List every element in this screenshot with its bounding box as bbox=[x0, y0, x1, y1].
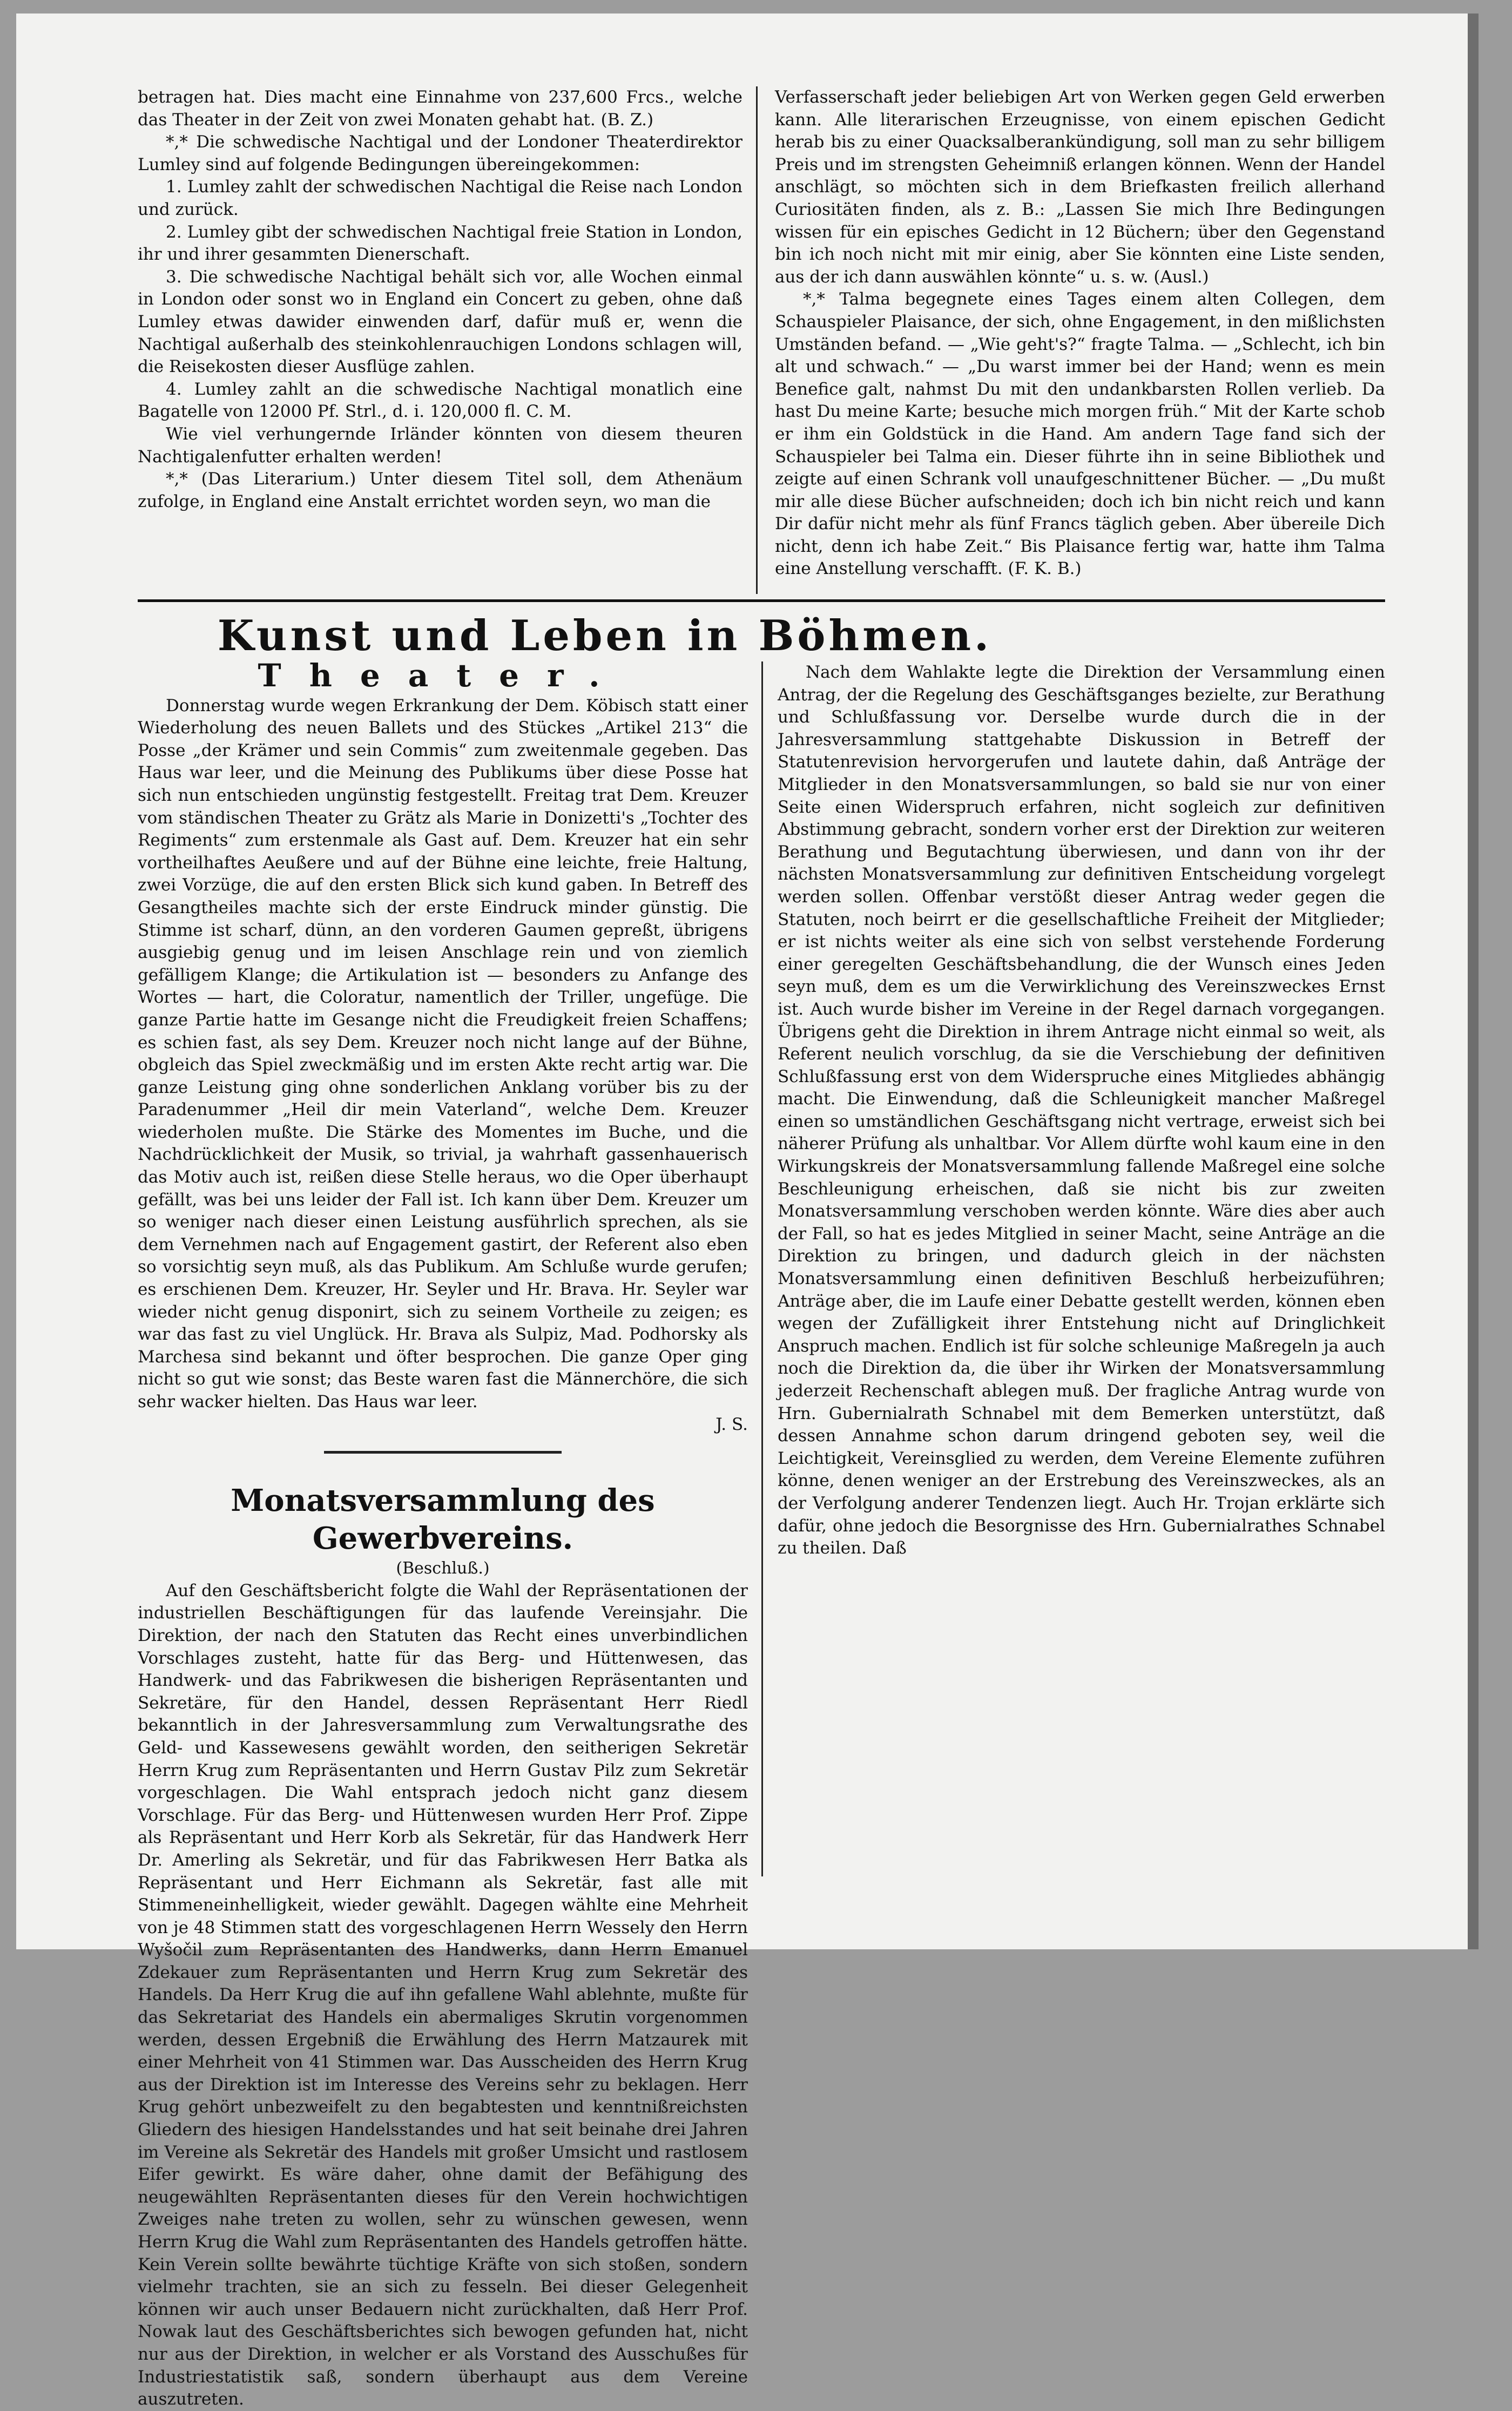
top-left-paragraph-3: 1. Lumley zahlt der schwedischen Nachtigal die Reise nach London und zurück. bbox=[138, 177, 742, 219]
top-left-paragraph-1: betragen hat. Dies macht eine Einnahme von 237,600 Frcs., welche das Theater in der Zeit von zwei Monaten gehabt hat. (B. Z.) bbox=[138, 87, 742, 130]
top-right-paragraph-2: *,* Talma begegnete eines Tages einem alten Collegen, dem Schauspieler Plaisance, der sich, ohne Engagement, in den mißlichsten Umständen befand. — „Wie geht's?“ fragte Talma. — „Schlecht, ich bin alt und schwach.“ — „Du warst immer bei der Hand; wenn es mein Benefice galt, nahmst Du mit den undankbarsten Rollen verlieb. Da hast Du meine Karte; besuche mich morgen früh.“ Mit der Karte schob er ihm ein Goldstück in die Hand. Am andern Tage fand sich der Schauspieler bei Talma ein. Dieser führte ihn in seine Bibliothek und zeigte auf einen Schrank voll unaufgeschnittener Bücher. — „Du mußt mir alle diese Bücher aufschneiden; doch ich bin nicht reich und kann Dir dafür nicht mehr als fünf Francs täglich geben. Aber übereile Dich nicht, denn ich habe Zeit.“ Bis Plaisance fertig war, hatte ihm Talma eine Anstellung verschafft. (F. K. B.) bbox=[775, 289, 1385, 579]
bottom-column-divider bbox=[761, 661, 763, 1876]
theater-paragraph: Donnerstag wurde wegen Erkrankung der Dem. Köbisch statt einer Wiederholung des neuen Ballets und des Stückes „Artikel 213“ die Posse „der Krämer und sein Commis“ zum zweitenmale gegeben. Das Haus war leer, und die Meinung des Publikums über diese Posse hat sich nun entschieden ungünstig festgestellt. Freitag trat Dem. Kreuzer vom ständischen Theater zu Grätz als Marie in Donizetti's „Tochter des Regiments“ zum erstenmale als Gast auf. Dem. Kreuzer hat ein sehr vortheilhaftes Aeußere und auf der Bühne eine leichte, freie Haltung, zwei Vorzüge, die auf den ersten Blick sich kund gaben. In Betreff des Gesangtheiles machte sich der erste Eindruck minder günstig. Die Stimme ist scharf, dünn, an den vorderen Gaumen gepreßt, übrigens ausgiebig genug und im leisen Anschlage rein und von ziemlich gefälligem Klange; die Artikulation ist — besonders zu Anfange des Wortes — hart, die Coloratur, namentlich der Triller, ungefüge. Die ganze Partie hatte im Gesange nicht die Freudigkeit freien Schaffens; es schien fast, als sey Dem. Kreuzer noch nicht lange auf der Bühne, obgleich das Spiel zweckmäßig und im ersten Akte recht artig war. Die ganze Leistung ging ohne sonderlichen Anklang vorüber bis zu der Paradenummer „Heil dir mein Vaterland“, welche Dem. Kreuzer wiederholen mußte. Die Stärke des Momentes im Buche, und die Nachdrücklichkeit der Musik, so trivial, ja wahrhaft gassenhauerisch das Motiv auch ist, reißen diese Stelle heraus, wo die Oper überhaupt gefällt, was bei uns leider der Fall ist. Ich kann über Dem. Kreuzer um so weniger nach dieser einen Leistung ausführlich sprechen, als sie dem Vernehmen nach auf Engagement gastirt, der Referent also eben so vorsichtig seyn muß, als das Publikum. Am Schluße wurde gerufen; es erschienen Dem. Kreuzer, Hr. Seyler und Hr. Brava. Hr. Seyler war wieder nicht genug disponirt, sich zu seinem Vortheile zu zeigen; es war das fast zu viel Unglück. Hr. Brava als Sulpiz, Mad. Podhorsky als Marchesa sind bekannt und öfter besprochen. Die ganze Oper ging nicht so gut wie sonst; das Beste waren fast die Männerchöre, die sich sehr wacker hielten. Das Haus war leer. bbox=[138, 695, 748, 1412]
gewerbe-paragraph-2: Nach dem Wahlakte legte die Direktion der Versammlung einen Antrag, der die Regelung des Geschäftsganges bezielte, zur Berathung und Schlußfassung vor. Derselbe wurde durch die in der Jahresversammlung stattgehabte Diskussion in Betreff der Statutenrevision hervorgerufen und lautete dahin, daß Anträge der Mitglieder in den Monatsversammlungen, so bald sie nur von einer Seite einen Widerspruch erfahren, nicht sogleich zur definitiven Abstimmung gebracht, sondern vorher erst der Direktion zur weiteren Berathung und Begutachtung überwiesen, und dann von ihr der nächsten Monatsversammlung zur definitiven Entscheidung vorgelegt werden sollen. Offenbar verstößt dieser Antrag weder gegen die Statuten, noch beirrt er die gesellschaftliche Freiheit der Mitglieder; er ist nichts weiter als eine sich von selbst verstehende Forderung einer geregelten Geschäftsbehandlung, die der Wunsch eines Jeden seyn muß, dem es um die Verwirklichung des Vereinszweckes Ernst ist. Auch wurde bisher im Vereine in der Regel darnach vorgegangen. Übrigens geht die Direktion in ihrem Antrage nicht einmal so weit, als Referent neulich vorschlug, da sie die Verschiebung der definitiven Schlußfassung erst von dem Widerspruche eines Mitgliedes abhängig macht. Die Einwendung, daß die Schleunigkeit mancher Maßregel einen so umständlichen Geschäftsgang nicht vertrage, erweist sich bei näherer Prüfung als unhaltbar. Vor Allem dürfte wohl kaum eine in den Wirkungskreis der Monatsversammlung fallende Maßregel eine solche Beschleunigung erheischen, daß sie nicht bis zur zweiten Monatsversammlung verschoben werden könnte. Wäre dies aber auch der Fall, so hat es jedes Mitglied in seiner Macht, seine Anträge an die Direktion zu bringen, und dadurch gleich in der nächsten Monatsversammlung einen definitiven Beschluß herbeizuführen; Anträge aber, die im Laufe einer Debatte gestellt werden, können eben wegen der Zufälligkeit ihrer Entstehung nicht auf Dringlichkeit Anspruch machen. Endlich ist für solche schleunige Maßregeln ja auch noch die Direktion da, die über ihr Wirken der Monatsversammlung jederzeit Rechenschaft ablegen muß. Der fragliche Antrag wurde von Hrn. Gubernialrath Schnabel mit dem Bemerken unterstützt, daß dessen Annahme schon darum dringend geboten sey, weil die Leichtigkeit, Vereinsglied zu werden, dem Vereine Elemente zuführen könne, denen weniger an der Erstrebung des Vereinszweckes, als an der Verfolgung anderer Tendenzen liegt. Auch Hr. Trojan erklärte sich dafür, ohne jedoch die Besorgnisse des Hrn. Gubernialrathes Schnabel zu theilen. Daß bbox=[778, 663, 1385, 1558]
top-left-paragraph-2: *,* Die schwedische Nachtigal und der Londoner Theaterdirektor Lumley sind auf folgende Bedingungen übereingekommen: bbox=[138, 132, 742, 174]
top-left-column bbox=[138, 86, 742, 513]
section-rule bbox=[138, 599, 1385, 602]
top-column-divider bbox=[756, 86, 758, 594]
gewerbe-title: Monatsversammlung des Gewerbvereins. bbox=[231, 1483, 655, 1557]
theater-heading: Theater. bbox=[258, 657, 628, 694]
bottom-right-column bbox=[778, 661, 1385, 1560]
section-headline: Kunst und Leben in Böhmen. bbox=[217, 611, 993, 660]
top-left-paragraph-7: Wie viel verhungernde Irländer könnten von diesem theuren Nachtigalenfutter erhalten werden! bbox=[138, 424, 742, 467]
gewerbe-paragraph-1: Auf den Geschäftsbericht folgte die Wahl der Repräsentationen der industriellen Beschäftigungen für das laufende Vereinsjahr. Die Direktion, der nach den Statuten das Recht eines unverbindlichen Vorschlages zusteht, hatte für das Berg- und Hüttenwesen, das Handwerk- und das Fabrikwesen die bisherigen Repräsentanten und Sekretäre, für den Handel, dessen Repräsentant Herr Riedl bekanntlich in der Jahresversammlung zum Verwaltungsrathe des Geld- und Kassewesens gewählt worden, den seitherigen Sekretär Herrn Krug zum Repräsentanten und Herrn Gustav Pilz zum Sekretär vorgeschlagen. Die Wahl entsprach jedoch nicht ganz diesem Vorschlage. Für das Berg- und Hüttenwesen wurden Herr Prof. Zippe als Repräsentant und Herr Korb als Sekretär, für das Handwerk Herr Dr. Amerling als Sekretär, und für das Fabrikwesen Herr Batka als Repräsentant und Herr Eichmann als Sekretär, fast alle mit Stimmeneinhelligkeit, wieder gewählt. Dagegen wählte eine Mehrheit von je 48 Stimmen statt des vorgeschlagenen Herrn Wessely den Herrn Wyšočil zum Repräsentanten des Handwerks, dann Herrn Emanuel Zdekauer zum Repräsentanten und Herrn Krug zum Sekretär des Handels. Da Herr Krug die auf ihn gefallene Wahl ablehnte, mußte für das Sekretariat des Handels ein abermaliges Skrutin vorgenommen werden, dessen Ergebniß die Erwählung des Herrn Matzaurek mit einer Mehrheit von 41 Stimmen war. Das Ausscheiden des Herrn Krug aus der Direktion ist im Interesse des Vereins sehr zu beklagen. Herr Krug gehört unbezweifelt zu den begabtesten und kenntnißreichsten Gliedern des hiesigen Handelsstandes und hat seit beinahe drei Jahren im Vereine als Sekretär des Handels mit großer Umsicht und rastlosem Eifer gewirkt. Es wäre daher, ohne damit der Befähigung des neugewählten Repräsentanten dieses für den Verein hochwichtigen Zweiges nahe treten zu wollen, sehr zu wünschen gewesen, wenn Herrn Krug die Wahl zum Repräsentanten des Handels getroffen hätte. Kein Verein sollte bewährte tüchtige Kräfte von sich stoßen, sondern vielmehr trachten, sie an sich zu fesseln. Bei dieser Gelegenheit können wir auch unser Bedauern nicht zurückhalten, daß Herr Prof. Nowak laut des Geschäftsberichtes sich bewogen gefunden hat, nicht nur aus der Direktion, in welcher er als Vorstand des Ausschußes für Industriestatistik saß, sondern überhaupt aus dem Vereine auszutreten. bbox=[138, 1581, 748, 2409]
top-right-paragraph-1: Verfasserschaft jeder beliebigen Art von Werken gegen Geld erwerben kann. Alle literarischen Erzeugnisse, von einem epischen Gedicht herab bis zu einer Quacksalberankündigung, soll man zu sehr billigem Preis und im strengsten Geheimniß erlangen können. Wenn der Handel anschlägt, so möchten sich in dem Briefkasten freilich allerhand Curiositäten finden, als z. B.: „Lassen Sie mich Ihre Bedingungen wissen für ein episches Gedicht in 12 Büchern; über den Gegenstand bin ich noch nicht mit mir einig, aber Sie könnten eine Liste senden, aus der ich dann auswählen könnte“ u. s. w. (Ausl.) bbox=[775, 87, 1385, 287]
gewerbe-subtitle: (Beschluß.) bbox=[396, 1559, 490, 1578]
top-left-paragraph-8: *,* (Das Literarium.) Unter diesem Titel soll, dem Athenäum zufolge, in England eine Anstalt errichtet worden seyn, wo man die bbox=[138, 469, 742, 511]
top-left-paragraph-4: 2. Lumley gibt der schwedischen Nachtigal freie Station in London, ihr und ihrer gesammten Dienerschaft. bbox=[138, 222, 742, 265]
top-left-paragraph-6: 4. Lumley zahlt an die schwedische Nachtigal monatlich eine Bagatelle von 12000 Pf. Strl., d. i. 120,000 fl. C. M. bbox=[138, 379, 742, 422]
short-divider bbox=[324, 1451, 562, 1454]
top-right-column bbox=[775, 86, 1385, 580]
page-edge-shadow bbox=[1468, 13, 1479, 1949]
theater-signature: J. S. bbox=[716, 1414, 748, 1434]
bottom-left-column bbox=[138, 657, 748, 2411]
top-left-paragraph-5: 3. Die schwedische Nachtigal behält sich vor, alle Wochen einmal in London oder sonst wo in England ein Concert zu geben, ohne daß Lumley etwas dawider einwenden darf, dafür muß er, wenn die Nachtigal außerhalb des steinkohlenrauchigen Londons schlagen will, die Reisekosten dieser Ausflüge zahlen. bbox=[138, 267, 742, 377]
